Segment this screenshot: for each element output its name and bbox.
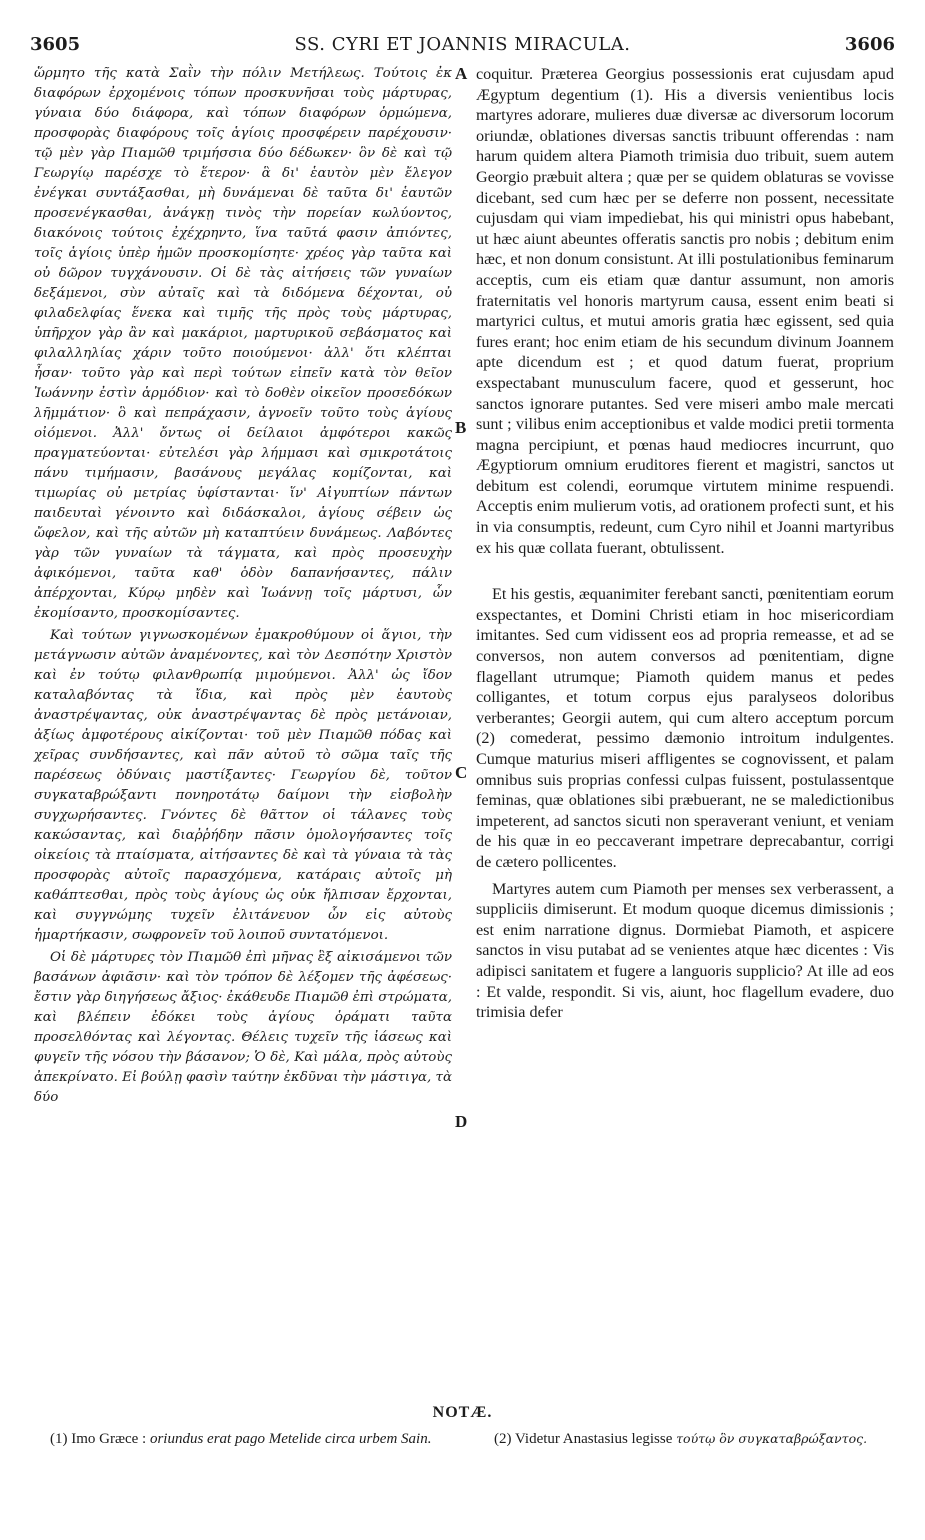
notes-heading: NOTÆ. xyxy=(432,1404,493,1421)
latin-paragraph-1: coquitur. Præterea Georgius possessionis erat cujusdam apud Ægyptum degentium (1). His a diversis venientibus locis martyres adorare, mulieres duæ diversæ ac diversorum locorum oriundæ, oblationes diversas sanctis tribuunt offerendas : nam harum quidem altera Piamoth trimisia duo tribuit, suem autem Georgio præbuit altera ; quæ per se quidem oblaturas se vovisse dicebant, sed cum hæc per se deferre non possent, necessitate cujusdam qui viam impediebat, his qui ministri opus habebant, ut hæc aiunt abeuntes offeratis sanctis pro nobis ; debitum enim hæc, et non donum consistunt. At illi postulationibus feminarum acceptis, cum eis etiam quæ dantur assumunt, non amoris fraternitatis vel honoris martyrum causa, essent enim beati si martyrici cultus, et mutui amoris gratia hæc egissent, sed quia fures erant; hoc enim etiam de his secundum divinum Joannem apte dicendum est ; et quod datum fuerat, proprium exspectabant munusculum facere, quod et gesserunt, hoc sanctos ignorare putantes. Sed vere miseri ambo male mercati sunt ; vilibus enim acceptionibus et valde modici pretii tormenta magna percipiunt, et pœnas haud mediocres incurrunt, quo Ægyptiorum omnium eruditores fierent et magistri, sanctos ut debitum est colendi, eorumque virtutem minime respuendi. Acceptis enim mulierum votis, ad orationem profecti sunt, et his in via consumptis, redeunt, cum Cyro nihil et Joanni martyribus ex his quæ collata fuerant, obtulissent. xyxy=(476,65,894,557)
page-number-right: 3606 xyxy=(844,34,895,55)
greek-column xyxy=(34,64,452,1108)
footnote-2-greek: τούτῳ ὃν συγκαταβρώξαντος. xyxy=(676,1431,868,1446)
footnote-1-label: (1) Imo Græce : xyxy=(50,1431,147,1447)
greek-paragraph-2: Καὶ τούτων γιγνωσκομένων ἐμακροθύμουν οἱ ἅγιοι, τὴν μετάγνωσιν αὐτῶν ἀναμένοντες, καὶ τὸν Δεσπότην Χριστὸν καὶ ἐν τούτῳ φιλανθρωπίᾳ μιμούμενοι. Ἀλλ' ὡς ἴδον καταλαβόντας τὰ ἴδια, καὶ πρὸς μὲν ἑαυτοὺς ἀναστρέψαντας, οὐκ ἀναστρέψαντας δὲ πρὸς μετάνοιαν, ἀξίως ἀμφοτέρους αἰκίζονται· τοῦ μὲν Πιαμῶθ πόδας καὶ χεῖρας συνδήσαντες, καὶ πᾶν αὐτοῦ τὸ σῶμα ταῖς τῆς παρέσεως ὀδύναις μαστίξαντες· Γεωργίου δὲ, τοῦτον συγκαταβρώξαντι πονηροτάτῳ δαίμονι τὴν εἰσβολὴν συγχωρήσαντες. Γνόντες δὲ θᾶττον οἱ τάλανες τοὺς κακώσαντας, καὶ διαῤῥήδην πᾶσιν ὁμολογήσαντες τοῖς οἰκείοις τὰ πταίσματα, αἰτήσαντες δὲ καὶ τὰ γύναια τὰ τὰς προσφορὰς αὐτοῖς παρασχόμενα, κατάραις αὐτοῖς μὴ καθάπτεσθαι, πρὸς τοὺς ἁγίους ὡς οὐκ ἤλπισαν ἔρχονται, καὶ συγγνώμης τυχεῖν ἐλιτάνευον ὧν εἰς αὐτοὺς ἡμαρτήκασιν, σωφρονεῖν τοῦ λοιποῦ συντατόμενοι. xyxy=(34,628,452,943)
page-number-left: 3605 xyxy=(30,34,81,55)
section-marker-c: C xyxy=(455,763,468,782)
greek-paragraph-1: ὥρμητο τῆς κατὰ Σαῒν τὴν πόλιν Μετήλεως. Τούτοις ἐκ διαφόρων ἐρχομένοις τόπων προσκυνῆσαι τοὺς μάρτυρας, γύναια δύο διάφορα, καὶ τόπων διαφόρων ὁρμώμενα, προσφορὰς διαφόρους τοῖς ἁγίοις προσφέρειν παρέχουσιν· τῷ μὲν γὰρ Πιαμῶθ τριμήσσια δύο δέδωκεν· ὃν δὲ καὶ τῷ Γεωργίῳ παρέσχε τὸ ἕτερον· ἃ δι' ἑαυτὸν μὲν ἔλεγον ἐνέγκαι συντάξασθαι, μὴ δυνάμεναι δὲ ταῦτα δι' ἑαυτῶν προσενέγκασθαι, ἀνάγκῃ τινὸς τὴν πορείαν κωλύοντος, διακόνοις τούτοις ἐχέχρηντο, ἵνα ταῦτά φασιν ἀπιόντες, τοῖς ἁγίοις ὑπὲρ ἡμῶν προσκομίσητε· χρέος γὰρ ταῦτα καὶ οὐ δῶρον τυγχάνουσιν. Οἱ δὲ τὰς αἰτήσεις τῶν γυναίων δεξάμενοι, σὺν αὐταῖς καὶ τὰ διδόμενα δέχονται, οὐ φιλαδελφίας ἕνεκα καὶ τιμῆς τῆς πρὸς τοὺς μάρτυρας, ὑπῆρχον γὰρ ἂν καὶ μακάριοι, μαρτυρικοῦ σεβάσματος καὶ φιλαλληλίας χάριν τοῦτο ποιούμενοι· ἀλλ' ὅτι κλέπται ἦσαν· τοῦτο γὰρ καὶ περὶ τούτων εἰπεῖν κατὰ τὸν θεῖον Ἰωάννην ἐστὶν ἁρμόδιον· καὶ τὸ δοθὲν οἰκεῖον προσεδόκων λῆμμάτιον· ὃ καὶ πεπράχασιν, ἀγνοεῖν τοῦτο τοὺς ἁγίους οἰόμενοι. Ἀλλ' ὄντως οἱ δείλαιοι ἀμφότεροι κακῶς πραγματεύονται· εὐτελέσι γὰρ λήμμασι καὶ σμικροτάτοις πάνυ τιμήμασιν, βασάνους μεγάλας κομίζονται, καὶ τιμωρίας οὐ μετρίας ὑφίστανται· ἵν' Αἰγυπτίων πάντων παιδευταὶ γένοιντο καὶ διδάσκαλοι, ἁγίους σέβειν ὡς ὤφελον, καὶ τῆς αὐτῶν μὴ καταπτύειν δυνάμεως. Λαβόντες γὰρ τῶν γυναίων τὰ τάγματα, καὶ πρὸς προσευχὴν ἀφικόμενοι, ταῦτα καθ' ὁδὸν δαπανήσαντες, πάλιν ἀπέρχονται, Κύρῳ μηδὲν καὶ Ἰωάννῃ τοῖς μάρτυσι, ὧν ἐκομίσαντο, προσκομίσαντες. xyxy=(34,66,452,621)
latin-column xyxy=(476,64,894,1023)
running-header xyxy=(30,34,895,60)
footnote-1-text: oriundus erat pago Metelide circa urbem Sain. xyxy=(149,1431,432,1447)
footnote-2-text: (2) Videtur Anastasius legisse xyxy=(494,1431,673,1447)
section-marker-a: A xyxy=(455,64,468,83)
greek-paragraph-3: Οἱ δὲ μάρτυρες τὸν Πιαμῶθ ἐπὶ μῆνας ἓξ αἰκισάμενοι τῶν βασάνων ἀφιᾶσιν· καὶ τὸν τρόπον δὲ λέξομεν τῆς ἀφέσεως· ἔστιν γὰρ διηγήσεως ἄξιος· ἐκάθευδε Πιαμῶθ ἐπὶ στρώματα, καὶ βλέπειν ἐδόκει τοὺς ἁγίους ὁράματι ταῦτα προσελθόντας καὶ λέγοντας. Θέλεις τυχεῖν τῆς ἰάσεως καὶ φυγεῖν τῆς νόσου τὴν βάσανον; Ὁ δὲ, Καὶ μάλα, πρὸς αὐτοὺς ἀπεκρίνατο. Εἰ βούλῃ φασὶν ταύτην ἐκδῦναι τὴν μάστιγα, τὰ δύο xyxy=(34,950,452,1105)
section-marker-d: D xyxy=(455,1112,468,1131)
latin-paragraph-3: Martyres autem cum Piamoth per menses sex verberassent, a suppliciis dimiserunt. Et modum quoque dicemus dimissionis ; est enim narratione dignus. Dormiebat Piamoth, et aspicere sanctos in visu putabat ad se venientes atque hæc dicentes : Vis adipisci sanitatem et fugere a languoris supplicio? At ille ad eos : Et valde, respondit. Si vis, aiunt, hoc flagellum evadere, duo trimisia defer xyxy=(476,879,894,1022)
section-marker-b: B xyxy=(455,418,467,437)
footnote-1 xyxy=(50,1430,450,1448)
running-title: SS. CYRI ET JOANNIS MIRACULA. xyxy=(294,34,631,55)
latin-paragraph-2: Et his gestis, æquanimiter ferebant sancti, pœnitentiam eorum exspectantes, et Domini Christi etiam in hoc misericordiam imitantes. Sed cum vidissent eos ad propria remeasse, et ad se conversos, non autem conversos ad pœnitentiam, digne flagellant utrumque; Piamoth quidem manus et pedes colligantes, et totum corpus ejus paralyseos doloribus verberantes; Georgii autem, qui cum altero acceptum porcum (2) comederat, pessimo dæmonio introitum indulgentes. Cumque maturius miseri affligentes se cognovissent, et palam omnibus suis proprias confessi culpas fuissent, postulassentque feminas, quæ oblationes sibi præbuerant, ne se maledictionibus impeterent, ad sanctos sicuti non speraverant veniunt, et veniam de his quæ in eo peccaverant impetrare deprecabantur, corrigi de cætero pollicentes. xyxy=(476,585,894,871)
footnote-2 xyxy=(494,1430,904,1448)
